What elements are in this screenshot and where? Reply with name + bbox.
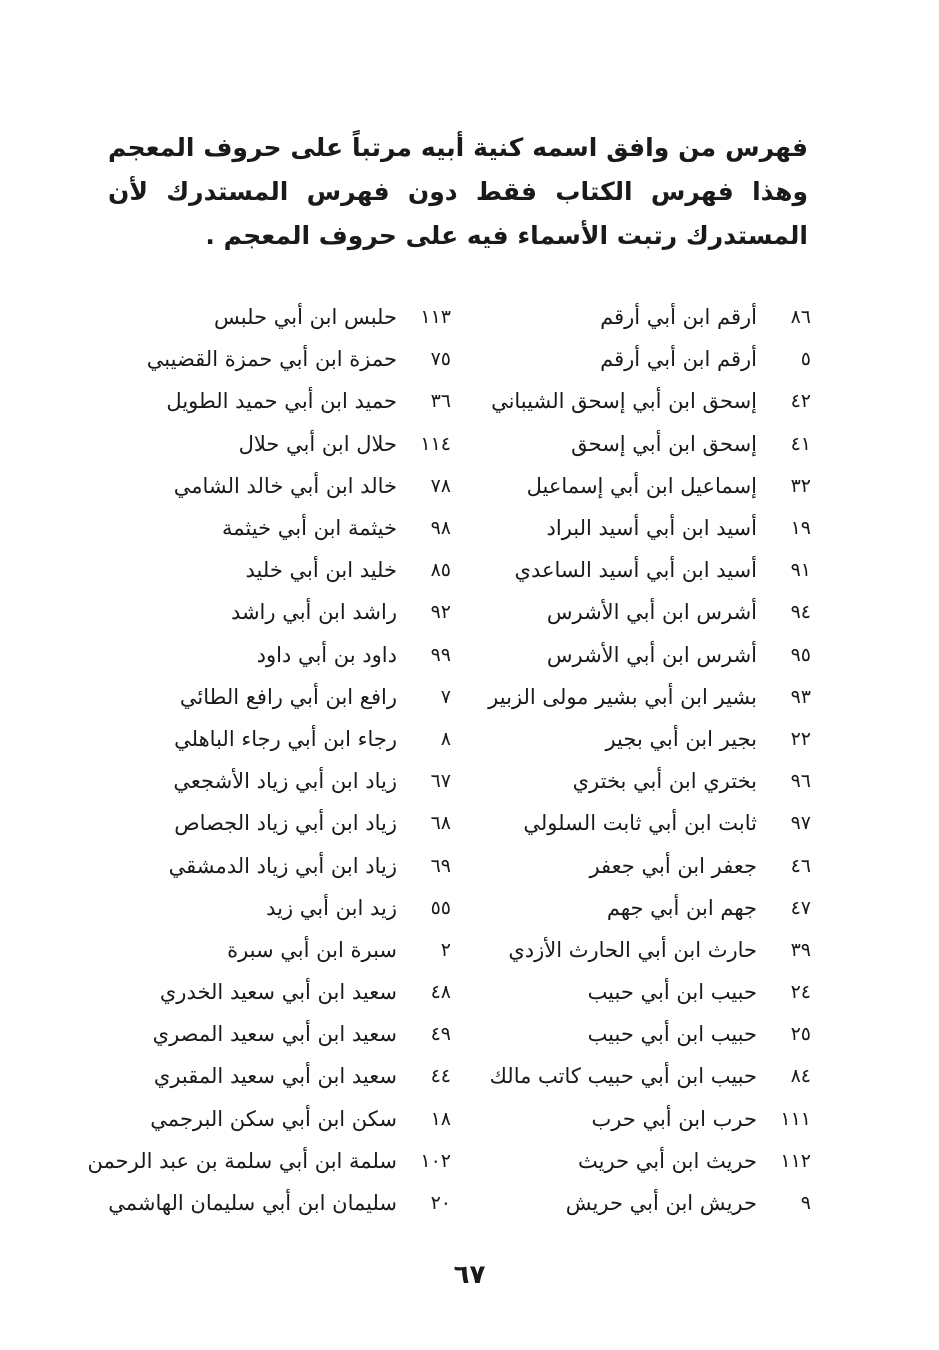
index-entry: [481, 1055, 811, 1097]
entry-number: ٦٨: [430, 812, 451, 835]
entry-name: داود بن أبي داود: [256, 642, 397, 667]
entry-name: زياد ابن أبي زياد الأشجعي: [173, 769, 397, 794]
entry-name: حلبس ابن أبي حلبس: [214, 305, 397, 330]
index-entry: [121, 1055, 451, 1097]
index-entry: [121, 718, 451, 760]
entry-name: سكن ابن أبي سكن البرجمي: [150, 1106, 397, 1131]
index-entry: [481, 1098, 811, 1140]
entry-number: ٣٩: [790, 938, 811, 961]
entry-name: رافع ابن أبي رافع الطائي: [179, 684, 397, 709]
entry-name: أسيد ابن أبي أسيد البراد: [546, 516, 757, 541]
entry-name: حبيب ابن أبي حبيب: [587, 1022, 757, 1047]
entry-name: بشير ابن أبي بشير مولى الزبير: [488, 684, 757, 709]
entry-name: حرب ابن أبي حرب: [591, 1106, 757, 1131]
entry-name: زياد ابن أبي زياد الجصاص: [174, 811, 397, 836]
index-entry: [481, 591, 811, 633]
index-entry: [481, 1013, 811, 1055]
index-entry: [121, 929, 451, 971]
entry-name: خالد ابن أبي خالد الشامي: [173, 473, 397, 498]
entry-name: حريش ابن أبي حريش: [565, 1191, 757, 1216]
entry-name: حارث ابن أبي الحارث الأزدي: [508, 937, 757, 962]
index-entry: [121, 1098, 451, 1140]
index-entry: [108, 1182, 451, 1224]
index-entry: [481, 465, 811, 507]
index-entry: [481, 634, 811, 676]
entry-number: ٩٦: [790, 770, 811, 793]
entry-number: ٢٤: [790, 981, 811, 1004]
entry-name: خليد ابن أبي خليد: [245, 558, 397, 583]
entry-number: ١٩: [790, 517, 811, 540]
index-entry: [121, 465, 451, 507]
index-entry: [481, 549, 811, 591]
entry-name: جهم ابن أبي جهم: [606, 895, 757, 920]
entry-name: سعيد ابن أبي سعيد المقبري: [153, 1064, 397, 1089]
entry-number: ٩٧: [790, 812, 811, 835]
index-entry: [121, 380, 451, 422]
entry-name: زياد ابن أبي زياد الدمشقي: [168, 853, 397, 878]
entry-name: إسحق ابن أبي إسحق: [571, 431, 757, 456]
entry-number: ٤٤: [430, 1065, 451, 1088]
entry-name: سبرة ابن أبي سبرة: [227, 937, 397, 962]
index-entry: [481, 507, 811, 549]
entry-number: ١٨: [430, 1107, 451, 1130]
entry-number: ٧٥: [430, 348, 451, 371]
entry-name: سعيد ابن أبي سعيد الخدري: [159, 980, 397, 1005]
entry-name: حمزة ابن أبي حمزة القضيبي: [146, 347, 397, 372]
entry-number: ٤٧: [790, 896, 811, 919]
entry-number: ٩٩: [430, 643, 451, 666]
entry-number: ٧٨: [430, 474, 451, 497]
entry-name: سليمان ابن أبي سليمان الهاشمي: [108, 1191, 397, 1216]
entry-name: حبيب ابن أبي حبيب كاتب مالك: [489, 1064, 757, 1089]
index-entry: [481, 676, 811, 718]
index-column-left: [87, 296, 451, 1224]
entry-number: ١١٢: [780, 1149, 811, 1172]
entry-name: جعفر ابن أبي جعفر: [589, 853, 757, 878]
entry-name: زيد ابن أبي زيد: [266, 895, 397, 920]
entry-number: ١١٣: [420, 306, 451, 329]
index-entry: [121, 507, 451, 549]
index-entry: [481, 718, 811, 760]
entry-name: خيثمة ابن أبي خيثمة: [222, 516, 397, 541]
entry-number: ٤٩: [430, 1023, 451, 1046]
index-entry: [121, 844, 451, 886]
entry-number: ٤٨: [430, 981, 451, 1004]
entry-name: أرقم ابن أبي أرقم: [600, 305, 757, 330]
entry-number: ٦٩: [430, 854, 451, 877]
entry-name: أشرس ابن أبي الأشرس: [546, 642, 757, 667]
entry-number: ٨٤: [790, 1065, 811, 1088]
entry-number: ٤٦: [790, 854, 811, 877]
index-introduction: فهرس من وافق اسمه كنية أبيه مرتباً على حروف المعجم وهذا فهرس الكتاب فقط دون فهرس المستدرك لأن المستدرك رتبت الأسماء فيه على حروف المعجم .: [108, 133, 808, 250]
index-entry: [481, 380, 811, 422]
index-entry: [481, 296, 811, 338]
entry-name: ثابت ابن أبي ثابت السلولي: [523, 811, 757, 836]
entry-number: ٤١: [790, 432, 811, 455]
index-entry: [121, 676, 451, 718]
page-number: ٦٧: [453, 1260, 486, 1290]
index-entry: [481, 338, 811, 380]
entry-number: ٣٢: [790, 474, 811, 497]
entry-name: إسحق ابن أبي إسحق الشيباني: [491, 389, 757, 414]
entry-number: ١٠٢: [420, 1149, 451, 1172]
entry-number: ١١١: [780, 1107, 811, 1130]
entry-name: بجير ابن أبي بجير: [605, 726, 757, 751]
index-entry: [121, 423, 451, 465]
index-entry: [481, 760, 811, 802]
entry-number: ٨٦: [790, 306, 811, 329]
entry-name: إسماعيل ابن أبي إسماعيل: [526, 473, 757, 498]
entry-number: ٩٥: [790, 643, 811, 666]
entry-number: ٣٦: [430, 390, 451, 413]
index-entry: [121, 591, 451, 633]
entry-name: حميد ابن أبي حميد الطويل: [166, 389, 397, 414]
index-entry: [121, 338, 451, 380]
index-entry: [121, 760, 451, 802]
entry-number: ٤٢: [790, 390, 811, 413]
index-entry: [481, 971, 811, 1013]
index-entry: [481, 844, 811, 886]
index-entry: [121, 549, 451, 591]
entry-number: ٢٥: [790, 1023, 811, 1046]
entry-number: ٢٢: [790, 727, 811, 750]
entry-number: ٩: [800, 1192, 811, 1215]
entry-name: راشد ابن أبي راشد: [230, 600, 397, 625]
entry-number: ٩٤: [790, 601, 811, 624]
entry-number: ٥٥: [430, 896, 451, 919]
index-entry: [481, 1182, 811, 1224]
index-entry: [481, 929, 811, 971]
index-entry: [121, 634, 451, 676]
index-column-right: [481, 296, 811, 1224]
entry-number: ٩١: [790, 559, 811, 582]
entry-number: ٨: [440, 727, 451, 750]
entry-number: ٢: [440, 938, 451, 961]
entry-name: بختري ابن أبي بختري: [572, 769, 757, 794]
entry-number: ٢٠: [430, 1192, 451, 1215]
entry-number: ٩٨: [430, 517, 451, 540]
entry-name: أشرس ابن أبي الأشرس: [546, 600, 757, 625]
index-entry: [87, 1140, 451, 1182]
index-entry: [481, 887, 811, 929]
entry-number: ٧: [440, 685, 451, 708]
entry-name: سعيد ابن أبي سعيد المصري: [152, 1022, 397, 1047]
entry-name: حلال ابن أبي حلال: [238, 431, 397, 456]
index-entry: [121, 296, 451, 338]
entry-number: ٩٢: [430, 601, 451, 624]
entry-number: ٩٣: [790, 685, 811, 708]
index-entry: [481, 802, 811, 844]
entry-name: حبيب ابن أبي حبيب: [587, 980, 757, 1005]
index-entry: [481, 423, 811, 465]
entry-number: ٨٥: [430, 559, 451, 582]
entry-name: رجاء ابن أبي رجاء الباهلي: [174, 726, 397, 751]
entry-number: ١١٤: [420, 432, 451, 455]
entry-number: ٦٧: [430, 770, 451, 793]
entry-name: أرقم ابن أبي أرقم: [600, 347, 757, 372]
entry-name: أسيد ابن أبي أسيد الساعدي: [514, 558, 757, 583]
entry-name: سلمة ابن أبي سلمة بن عبد الرحمن: [87, 1148, 397, 1173]
entry-name: حريث ابن أبي حريث: [578, 1148, 757, 1173]
entry-number: ٥: [800, 348, 811, 371]
index-entry: [121, 971, 451, 1013]
index-entry: [121, 1013, 451, 1055]
index-entry: [121, 802, 451, 844]
index-entry: [481, 1140, 811, 1182]
index-entry: [121, 887, 451, 929]
